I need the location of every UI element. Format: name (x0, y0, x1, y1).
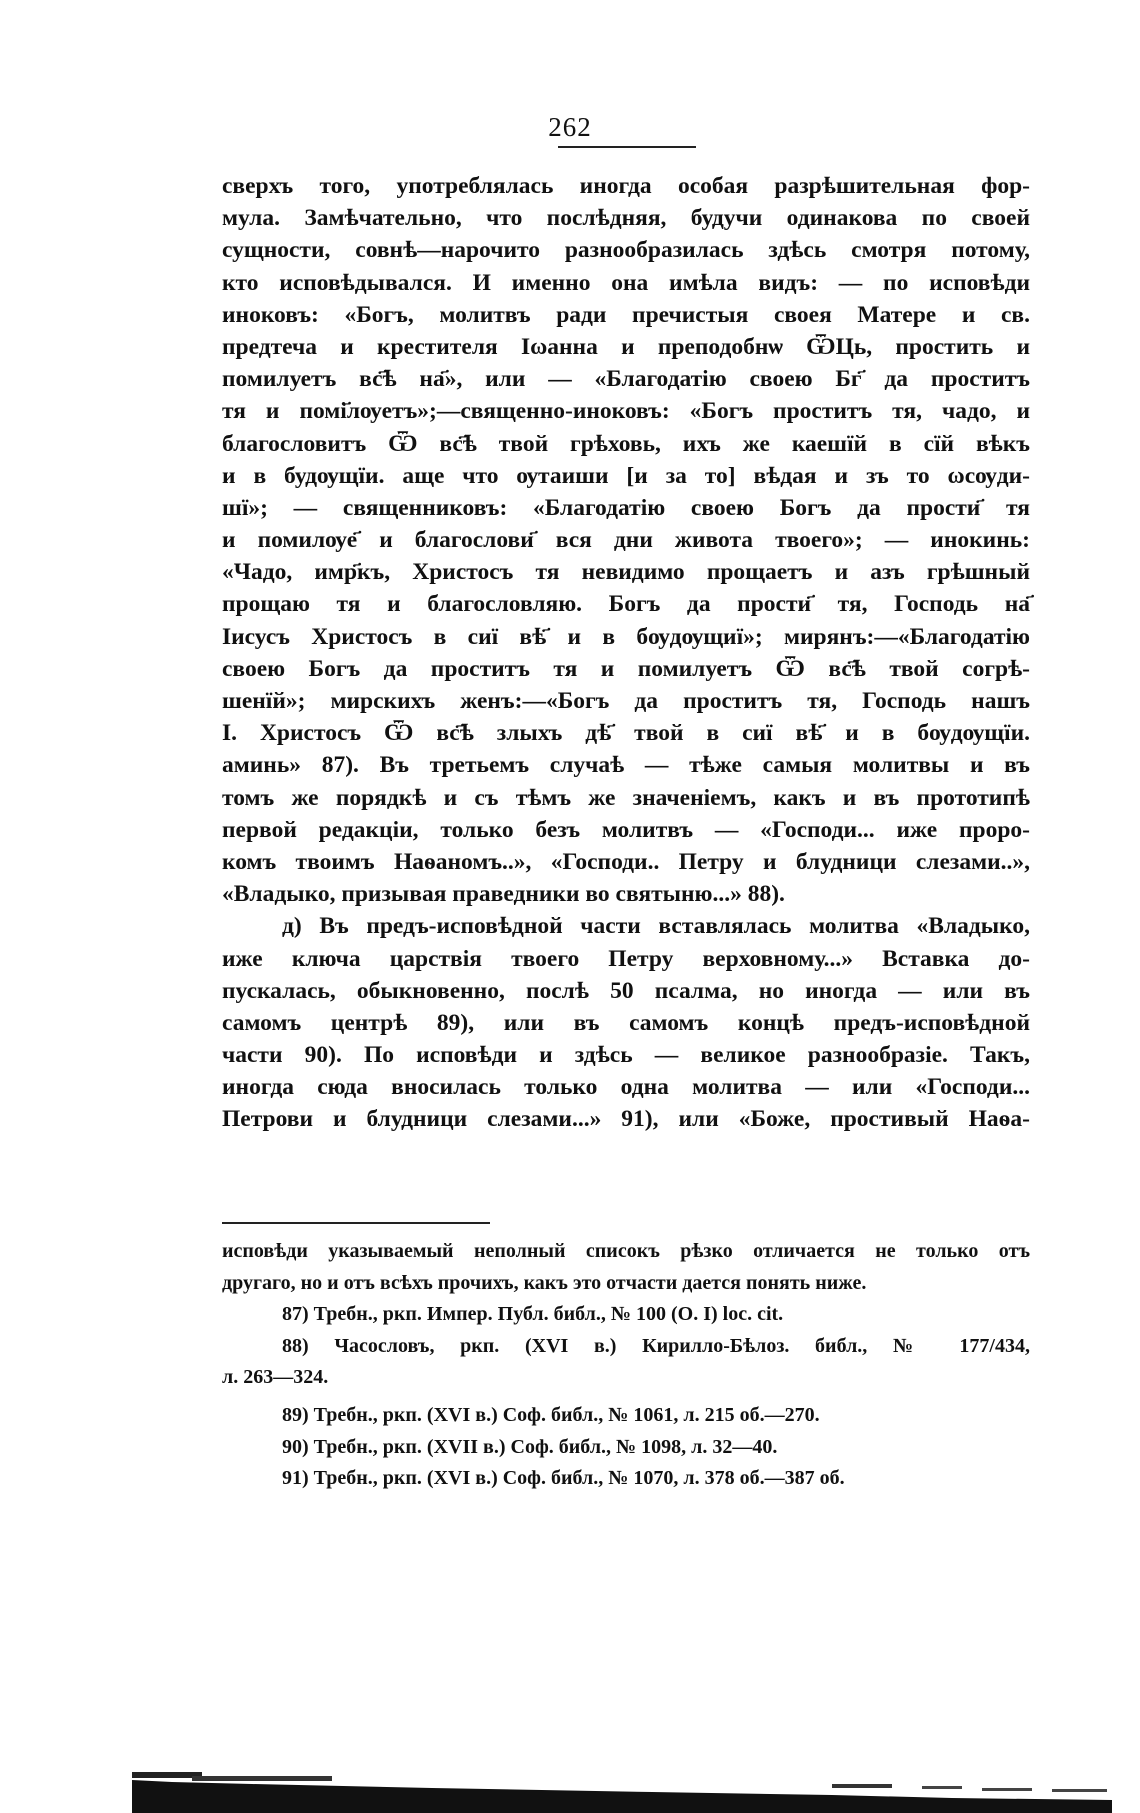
body-line: иже ключа царствія твоего Петру верховному...» Вставка до- (222, 945, 1030, 972)
body-line: иногда сюда вносилась только одна молитва — или «Господи... (222, 1074, 1030, 1101)
body-line: томъ же порядкѣ и съ тѣмъ же значеніемъ, какъ и въ прототипѣ (222, 784, 1030, 811)
body-line: предтеча и крестителя Іωанна и преподобнѡ ѾЦь, простить и (222, 333, 1030, 360)
body-line: тя и помі҃лѹетъ»;—священно-иноковъ: «Богъ проститъ тя, чадо, и (222, 398, 1030, 425)
body-line: иноковъ: «Богъ, молитвъ ради пречистыя своея Матере и св. (222, 301, 1030, 328)
body-line: шї»; — священниковъ: «Благодатію своею Богъ да прости҃ тя (222, 494, 1030, 521)
body-line: части 90). По исповѣди и здѣсь — великое разнообразіе. Такъ, (222, 1042, 1030, 1069)
body-line: «Чадо, имр҃къ, Христосъ тя невидимо прощаетъ и азъ грѣшный (222, 559, 1030, 586)
body-line: Петрови и блудници слезами...» 91), или «Боже, простивый Наѳа- (222, 1106, 1030, 1133)
body-line: «Владыко, призывая праведники во святыню...» 88). (222, 881, 785, 908)
body-line: сущности, совнѣ—нарочито разнообразилась здѣсь смотря потому, (222, 237, 1030, 264)
body-line: помилуетъ вс҃ѣ на҃», или — «Благодатію своею Бг҃ да проститъ (222, 366, 1030, 393)
page-number-rule (558, 146, 696, 148)
body-line: аминь» 87). Въ третьемъ случаѣ — тѣже самыя молитвы и въ (222, 752, 1030, 779)
footnotes (222, 1236, 1030, 1495)
body-line: своею Богъ да проститъ тя и помилуетъ Ѿ вс҃ѣ твой согрѣ- (222, 655, 1030, 682)
footnote-87: 87) Требн., ркп. Импер. Публ. библ., № 100 (O. I) loc. cit. (282, 1303, 784, 1326)
body-line: кто исповѣдывался. И именно она имѣла видъ: — по исповѣди (222, 269, 1030, 296)
footnote-line: исповѣди указываемый неполный списокъ рѣзко отличается не только отъ (222, 1240, 1030, 1262)
body-line: прощаю тя и благословляю. Богъ да прости҃ тя, Господь на҃ (222, 591, 1030, 618)
body-line: и помилѹе҃ и благослови҃ вся дни живота твоего»; — инокинь: (222, 527, 1030, 554)
body-line: благословитъ Ѿ вс҃ѣ твой грѣховь, ихъ же каешїй в сїй вѣкъ (222, 430, 1030, 457)
body-line: шенїй»; мирскихъ женъ:—«Богъ да проститъ тя, Господь нашъ (222, 688, 1030, 714)
footnote-88-continuation: л. 263—324. (222, 1366, 329, 1389)
body-line: д) Въ предъ-исповѣдной части вставлялась молитва «Владыко, (282, 913, 1030, 940)
body-line: І. Христосъ Ѿ вс҃ѣ злыхъ дѣ҃ твой в сиї вѣ҃ и в бѹдѹщїи. (222, 720, 1030, 747)
body-line: комъ твоимъ Наѳаномъ..», «Господи.. Петру и блудници слезами..», (222, 848, 1030, 875)
body-line: самомъ центрѣ 89), или въ самомъ концѣ предъ-исповѣдной (222, 1009, 1030, 1036)
body-line: мула. Замѣчательно, что послѣдняя, будучи одинакова по своей (222, 205, 1030, 232)
footnote-89: 89) Требн., ркп. (XVI в.) Соф. библ., № 1061, л. 215 об.—270. (282, 1403, 820, 1426)
body-line: Іисусъ Христосъ в сиї вѣ҃ и в бѹдѹщиї»; мирянъ:—«Благодатію (222, 623, 1030, 650)
body-line: пускалась, обыкновенно, послѣ 50 псалма, но иногда — или въ (222, 977, 1030, 1004)
footnote-rule (222, 1222, 490, 1224)
body-line: и в будѹщїи. аще что ѹтаиши [и за то] вѣдая и зъ то ωсѹди- (222, 462, 1030, 489)
body-line: первой редакціи, только безъ молитвъ — «Господи... иже проро- (222, 816, 1030, 843)
footnote-88: 88) Часословъ, ркп. (XVI в.) Кирилло-Бѣлоз. библ., № 177/434, (282, 1334, 1030, 1357)
main-text (222, 170, 1030, 1136)
footnote-90: 90) Требн., ркп. (XVII в.) Соф. библ., № 1098, л. 32—40. (282, 1435, 778, 1458)
footnote-91: 91) Требн., ркп. (XVI в.) Соф. библ., № 1070, л. 378 об.—387 об. (282, 1467, 845, 1490)
scan-edge-artifact (132, 1762, 1112, 1813)
footnote-line: другаго, но и отъ всѣхъ прочихъ, какъ это отчасти дается понять ниже. (222, 1271, 867, 1294)
body-line: сверхъ того, употреблялась иногда особая разрѣшительная фор- (222, 173, 1030, 199)
page-number: 262 (548, 112, 592, 142)
